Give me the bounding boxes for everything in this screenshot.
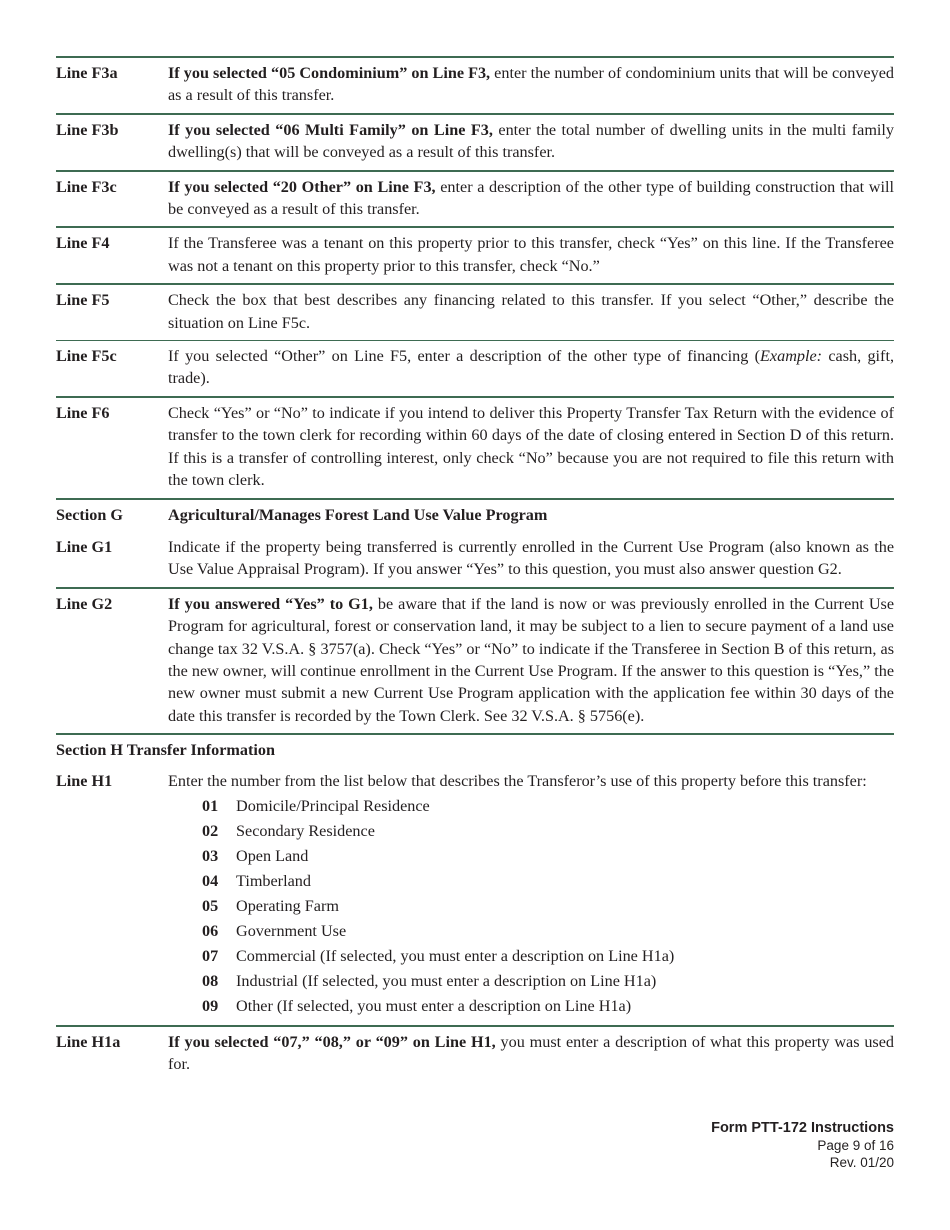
use-code: 03 [202, 846, 219, 865]
line-g1 [56, 532, 894, 587]
use-code: 07 [202, 946, 219, 965]
line-h1 [56, 766, 894, 1025]
section-g-heading [56, 498, 894, 532]
use-description: Domicile/Principal Residence [236, 796, 430, 815]
line-f3c [56, 170, 894, 227]
line-text [168, 176, 894, 221]
line-label: Line H1a [56, 1032, 121, 1051]
line-h1a [56, 1025, 894, 1082]
line-text [168, 770, 894, 1019]
line-text: Indicate if the property being transferred is currently enrolled in the Current Use Program (also known as the Use Value Appraisal Program). If you answer “Yes” to this question, you must also answer question G2. [168, 537, 894, 579]
line-f6 [56, 396, 894, 498]
line-h1-text: Enter the number from the list below that describes the Transferor’s use of this property before this transfer: [168, 771, 867, 790]
line-text: If the Transferee was a tenant on this property prior to this transfer, check “Yes” on this line. If the Transferee was not a tenant on this property prior to this transfer, check “No.” [168, 234, 894, 275]
use-description: Timberland [236, 871, 311, 890]
list-item [202, 944, 894, 969]
line-lead: If you answered “Yes” to G1, [168, 594, 373, 613]
use-code: 05 [202, 896, 219, 915]
use-code: 09 [202, 996, 219, 1015]
use-code: 08 [202, 971, 219, 990]
line-rest: enter the total number of dwelling units in the multi family dwelling(s) that will be conveyed as a result of this transfer. [168, 120, 895, 162]
form-title: Form PTT-172 Instructions [711, 1120, 894, 1136]
line-text [168, 345, 894, 390]
instructions-page [56, 56, 894, 1082]
line-label: Line H1 [56, 771, 113, 790]
line-f4 [56, 226, 894, 283]
line-rest: be aware that if the land is now or was previously enrolled in the Current Use Program for agricultural, forest or conservation land, it may be subject to a lien to secure payment of a land use change tax 32 V.S.A. § 3757(a). Check “Yes” or “No” to indicate if the Transferee in Section B of this return, as the new owner, will continue enrollment in the Current Use Program. If the answer to this question is “Yes,” the new owner must submit a new Current Use Program application with the application fee within 30 days of the date this transfer is recorded by the Town Clerk. See 32 V.S.A. § 5756(e). [168, 594, 895, 725]
list-item [202, 969, 894, 994]
line-text: Check the box that best describes any financing related to this transfer. If you select “Other,” describe the situation on Line F5c. [168, 291, 894, 332]
use-code: 02 [202, 821, 219, 840]
use-description: Government Use [236, 921, 347, 940]
use-code: 04 [202, 871, 219, 890]
use-description: Other (If selected, you must enter a description on Line H1a) [236, 996, 632, 1015]
use-description: Industrial (If selected, you must enter a description on Line H1a) [236, 971, 657, 990]
list-item [202, 994, 894, 1019]
line-rest: enter a description of the other type of building construction that will be conveyed as a result of this transfer. [168, 177, 894, 219]
line-rest: enter the number of condominium units that will be conveyed as a result of this transfer. [168, 64, 894, 105]
line-label: Line F3a [56, 64, 118, 82]
section-h-heading: Section H Transfer Information [56, 733, 894, 765]
line-lead: If you selected “20 Other” on Line F3, [168, 177, 436, 196]
use-code: 06 [202, 921, 219, 940]
line-label: Line F3c [56, 177, 117, 196]
line-label: Line F5c [56, 347, 117, 366]
line-lead: If you selected “07,” “08,” or “09” on Line H1, [168, 1032, 496, 1051]
list-item [202, 894, 894, 919]
line-label: Line F3b [56, 120, 119, 139]
list-item [202, 819, 894, 844]
line-label: Line G1 [56, 537, 113, 556]
line-rest: you must enter a description of what this property was used for. [168, 1032, 894, 1074]
line-f3a [56, 56, 894, 113]
section-label: Section G [56, 505, 123, 524]
use-description: Secondary Residence [236, 821, 375, 840]
section-title: Agricultural/Manages Forest Land Use Value Program [168, 505, 548, 524]
line-text: Check “Yes” or “No” to indicate if you intend to deliver this Property Transfer Tax Return with the evidence of transfer to the town clerk for recording within 60 days of the date of closing entered in Section D of this return. If this is a transfer of controlling interest, only check “No” because you are not required to file this return with the town clerk. [168, 403, 894, 490]
use-code: 01 [202, 796, 219, 815]
line-f5 [56, 283, 894, 340]
use-code-list [202, 794, 894, 1019]
page-number: Page 9 of 16 [817, 1138, 894, 1153]
line-rest-2: cash, gift, trade). [168, 347, 894, 388]
line-lead: If you selected “06 Multi Family” on Line F3, [168, 120, 493, 139]
line-label: Line G2 [56, 594, 113, 613]
list-item [202, 919, 894, 944]
line-text [168, 593, 894, 727]
list-item [202, 844, 894, 869]
line-text [168, 1031, 894, 1076]
use-description: Open Land [236, 846, 309, 865]
line-f5c [56, 340, 894, 396]
line-rest: If you selected “Other” on Line F5, enter a description of the other type of financing ( [168, 347, 761, 366]
line-label: Line F6 [56, 403, 110, 422]
revision: Rev. 01/20 [829, 1155, 894, 1170]
line-f3b [56, 113, 894, 170]
line-text [168, 62, 894, 107]
use-description: Commercial (If selected, you must enter a description on Line H1a) [236, 946, 675, 965]
line-g2 [56, 587, 894, 733]
example-label: Example: [760, 347, 823, 366]
list-item [202, 794, 894, 819]
list-item [202, 869, 894, 894]
line-lead: If you selected “05 Condominium” on Line F3, [168, 64, 491, 82]
line-label: Line F4 [56, 234, 110, 253]
page-footer [711, 1120, 894, 1171]
line-label: Line F5 [56, 291, 110, 310]
line-text [168, 119, 894, 164]
use-description: Operating Farm [236, 896, 339, 915]
